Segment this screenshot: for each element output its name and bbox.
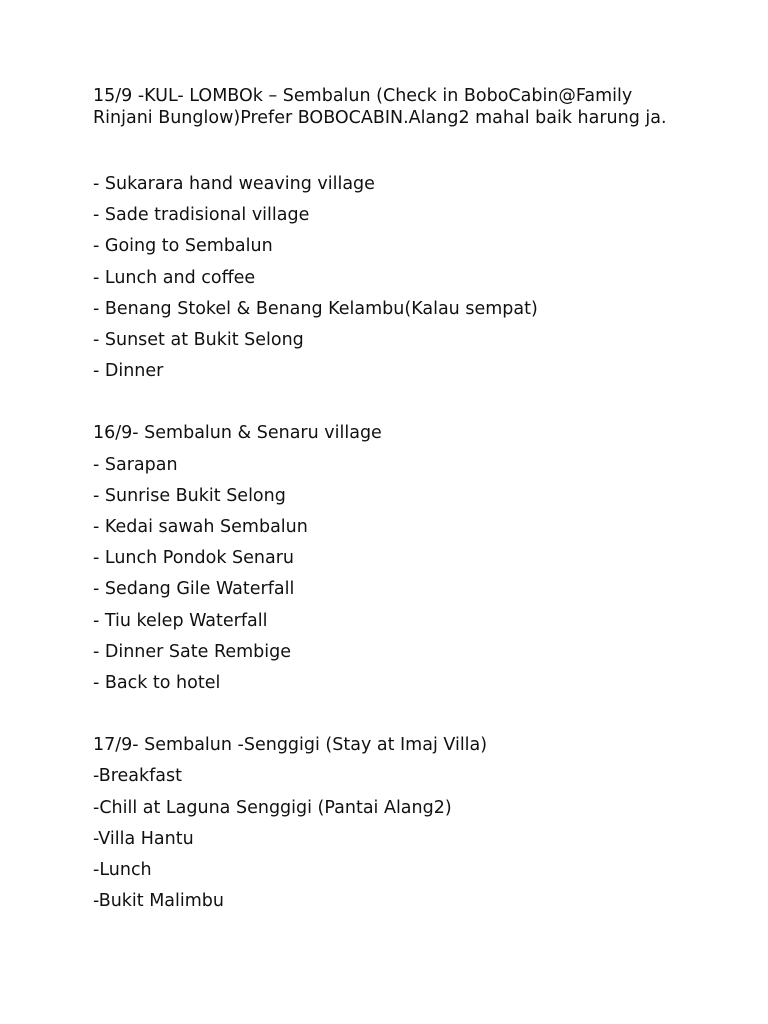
list-item: -Breakfast	[93, 766, 182, 787]
list-item: - Sedang Gile Waterfall	[93, 579, 295, 600]
list-item: - Sunrise Bukit Selong	[93, 485, 286, 506]
list-item: - Benang Stokel & Benang Kelambu(Kalau sempat)	[93, 298, 538, 319]
list-item: -Chill at Laguna Senggigi (Pantai Alang2)	[93, 797, 452, 818]
list-item: -Villa Hantu	[93, 828, 194, 849]
day-1-title: 15/9 -KUL- LOMBOk – Sembalun (Check in BoboCabin@Family Rinjani Bunglow)Prefer BOBOCABIN.Alang2 mahal baik harung ja.	[93, 86, 667, 128]
itinerary-document	[93, 86, 693, 917]
day-section-1	[93, 86, 693, 387]
list-item: - Kedai sawah Sembalun	[93, 517, 308, 538]
day-1-list	[93, 169, 693, 387]
list-item: - Dinner Sate Rembige	[93, 641, 291, 662]
list-item: - Sunset at Bukit Selong	[93, 330, 304, 351]
list-item: - Sukarara hand weaving village	[93, 174, 375, 194]
list-item: - Sade tradisional village	[93, 205, 310, 226]
day-2-title: 16/9- Sembalun & Senaru village	[93, 423, 382, 444]
list-item: -Bukit Malimbu	[93, 891, 225, 912]
list-item: - Sarapan	[93, 454, 178, 475]
list-item: - Lunch and coffee	[93, 267, 256, 288]
list-item: - Going to Sembalun	[93, 236, 273, 257]
list-item: - Lunch Pondok Senaru	[93, 548, 294, 569]
day-section-3	[93, 730, 693, 917]
list-item: -Lunch	[93, 860, 152, 881]
list-item: - Back to hotel	[93, 673, 221, 694]
day-section-2	[93, 418, 693, 699]
list-item: - Dinner	[93, 361, 164, 382]
day-3-title: 17/9- Sembalun -Senggigi (Stay at Imaj Villa)	[93, 735, 488, 756]
list-item: - Tiu kelep Waterfall	[93, 610, 268, 631]
